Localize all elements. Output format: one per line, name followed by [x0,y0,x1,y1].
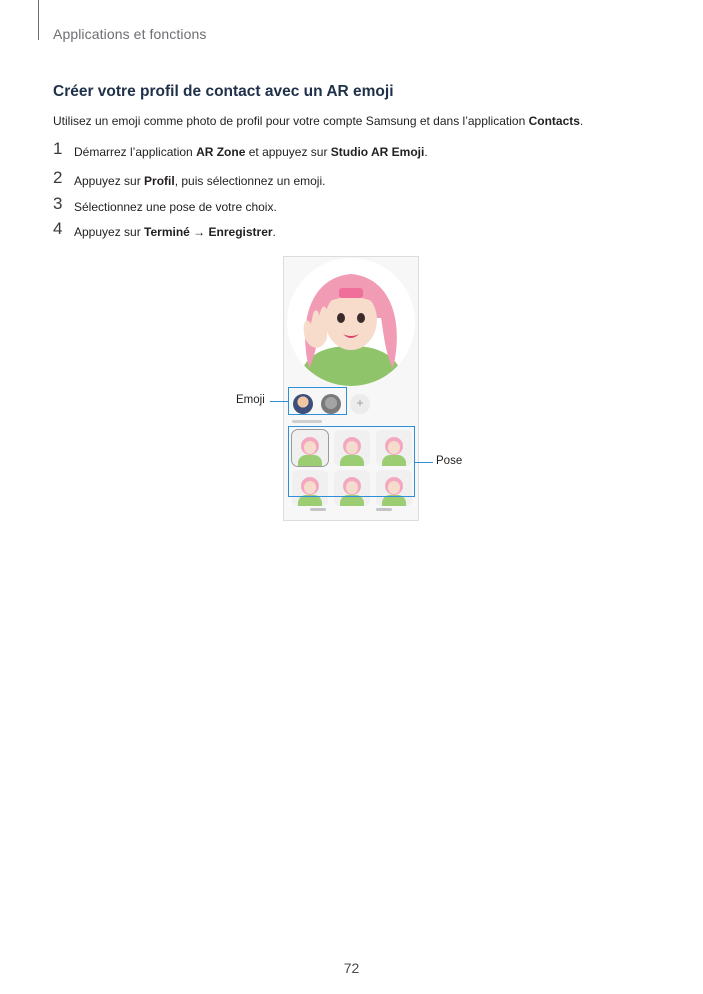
step-number: 3 [53,194,63,213]
step-text: Appuyez sur Terminé → Enregistrer. [74,225,276,239]
step-text: Appuyez sur Profil, puis sélectionnez un emoji. [74,174,326,188]
ar-emoji-avatar [287,258,415,386]
pose-callout-label: Pose [436,455,463,467]
emoji-callout-label: Emoji [236,394,265,406]
cancel-button[interactable] [310,508,326,511]
add-emoji-icon[interactable]: + [350,394,370,414]
intro-end: . [579,114,584,128]
avatar-illustration [287,258,415,386]
pose-section-label [292,420,322,423]
page-number: 72 [343,960,360,976]
pose-callout-line [415,462,433,463]
step-number: 4 [53,219,63,238]
intro-text: Utilisez un emoji comme photo de profil pour votre compte Samsung et dans l’application [53,114,529,128]
emoji-callout-line [270,401,288,402]
running-header: Applications et fonctions [53,26,207,42]
intro-bold: Contacts [528,114,580,128]
step-number: 1 [53,139,63,158]
step-text: Sélectionnez une pose de votre choix. [74,200,277,214]
done-button[interactable] [376,508,392,511]
margin-rule [38,0,39,40]
color-palette-icon[interactable] [405,367,415,380]
intro-paragraph [53,114,583,128]
section-title: Créer votre profil de contact avec un AR emoji [53,83,394,100]
pose-highlight-box [288,426,415,497]
emoji-highlight-box [288,387,347,415]
step-number: 2 [53,168,63,187]
step-text: Démarrez l’application AR Zone et appuyez sur Studio AR Emoji. [74,145,428,159]
